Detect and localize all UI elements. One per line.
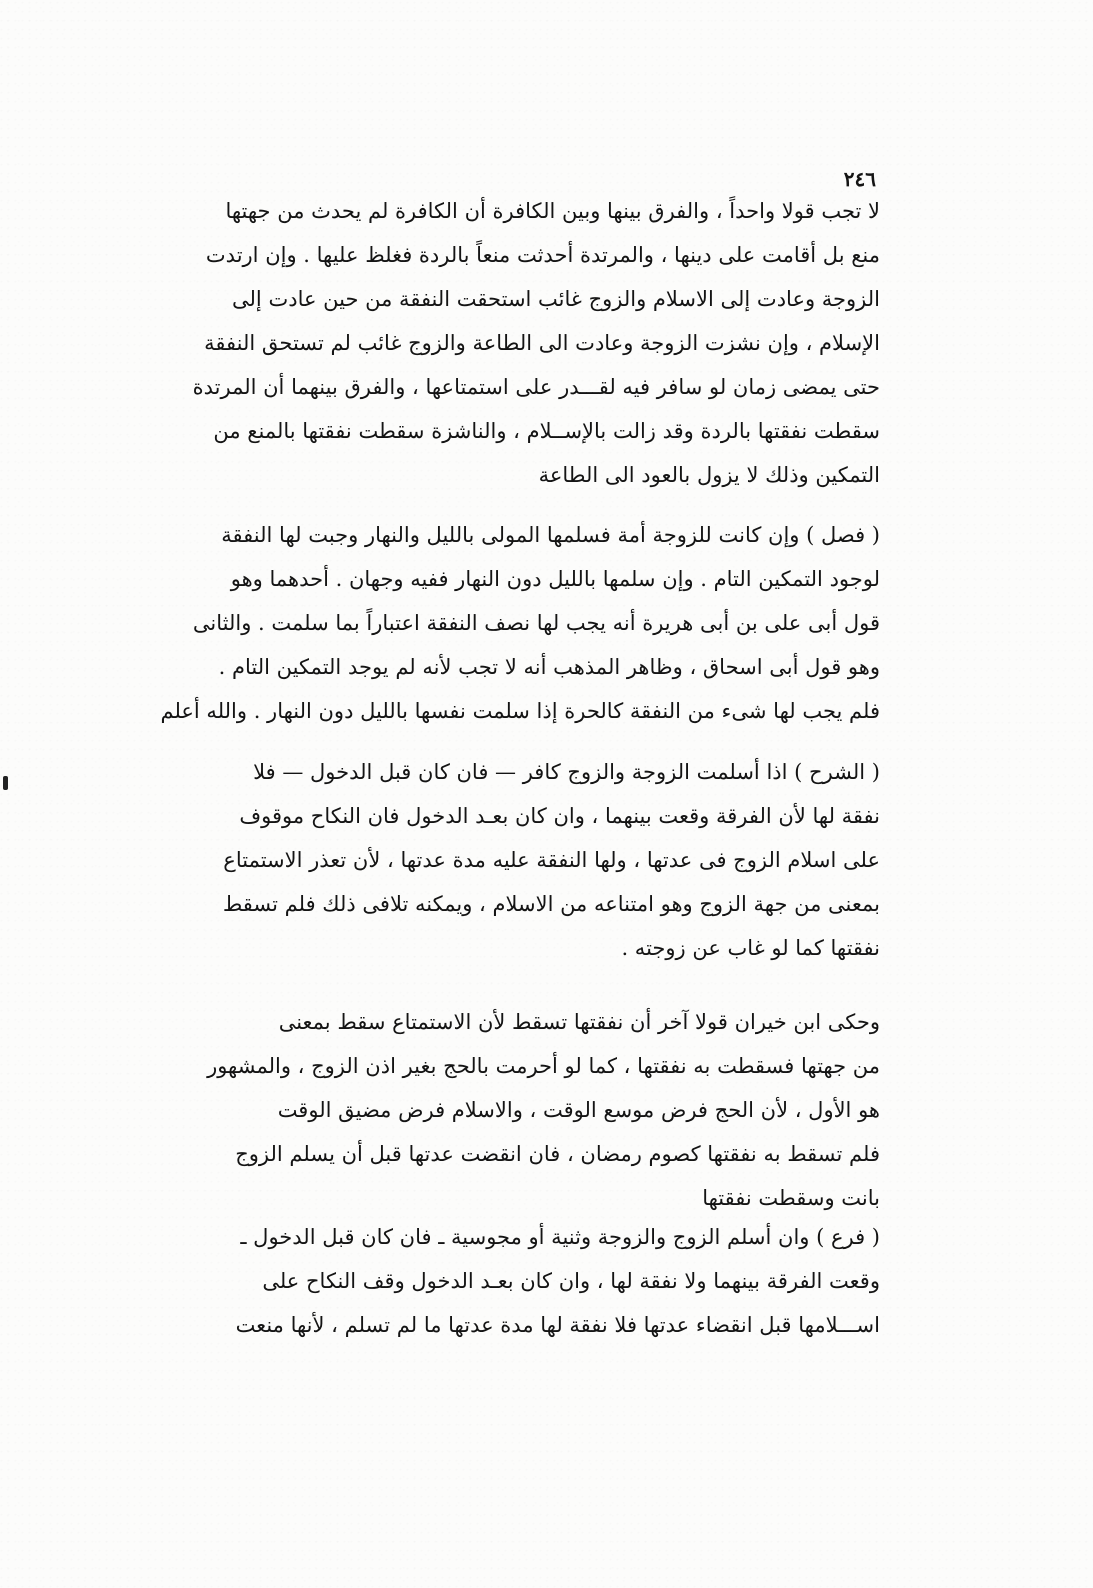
text-line: نفقة لها لأن الفرقة وقعت بينهما ، وان كان بعـد الدخول فان النكاح موقوف: [239, 804, 880, 828]
paragraph-sharh: [150, 750, 880, 970]
text-line: بانت وسقطت نفقتها: [702, 1186, 880, 1210]
text-line: ( الشرح ) اذا أسلمت الزوجة والزوج كافر — فان كان قبل الدخول — فلا: [253, 760, 880, 784]
page-number: ٢٤٦: [843, 167, 876, 191]
text-line: قول أبى على بن أبى هريرة أنه يجب لها نصف النفقة اعتباراً بما سلمت . والثانى: [192, 611, 880, 635]
text-line: ( فصل ) وإن كانت للزوجة أمة فسلمها المولى بالليل والنهار وجبت لها النفقة: [221, 523, 880, 547]
text-line: لوجود التمكين التام . وإن سلمها بالليل دون النهار ففيه وجهان . أحدهما وهو: [230, 567, 880, 591]
paragraph-1: [150, 189, 880, 497]
paragraph-far: [150, 1215, 880, 1347]
text-line: وحكى ابن خيران قولا آخر أن نفقتها تسقط لأن الاستمتاع سقط بمعنى: [278, 1010, 880, 1034]
text-line: سقطت نفقتها بالردة وقد زالت بالإســلام ، والناشزة سقطت نفقتها بالمنع من: [213, 419, 880, 443]
text-line: اســـلامها قبل انقضاء عدتها فلا نفقة لها مدة عدتها ما لم تسلم ، لأنها منعت: [235, 1313, 880, 1337]
text-line: هو الأول ، لأن الحج فرض موسع الوقت ، والاسلام فرض مضيق الوقت: [277, 1098, 880, 1122]
text-line: وقعت الفرقة بينهما ولا نفقة لها ، وان كان بعـد الدخول وقف النكاح على: [262, 1269, 880, 1293]
text-line: بمعنى من جهة الزوج وهو امتناعه من الاسلام ، ويمكنه تلافى ذلك فلم تسقط: [222, 892, 880, 916]
paragraph-fasl: [150, 513, 880, 733]
text-line: منع بل أقامت على دينها ، والمرتدة أحدثت منعاً بالردة فغلظ عليها . وإن ارتدت: [205, 243, 880, 267]
text-line: حتى يمضى زمان لو سافر فيه لقـــدر على استمتاعها ، والفرق بينهما أن المرتدة: [192, 375, 880, 399]
text-line: لا تجب قولا واحداً ، والفرق بينها وبين الكافرة أن الكافرة لم يحدث من جهتها: [225, 199, 880, 223]
text-line: فلم يجب لها شىء من النفقة كالحرة إذا سلمت نفسها بالليل دون النهار . والله أعلم: [160, 699, 880, 723]
text-line: التمكين وذلك لا يزول بالعود الى الطاعة: [538, 463, 880, 487]
text-line: ( فرع ) وان أسلم الزوج والزوجة وثنية أو مجوسية ـ فان كان قبل الدخول ـ: [240, 1225, 880, 1249]
text-line: وهو قول أبى اسحاق ، وظاهر المذهب أنه لا تجب لأنه لم يوجد التمكين التام .: [218, 655, 880, 679]
text-line: من جهتها فسقطت به نفقتها ، كما لو أحرمت بالحج بغير اذن الزوج ، والمشهور: [207, 1054, 880, 1078]
text-line: على اسلام الزوج فى عدتها ، ولها النفقة عليه مدة عدتها ، لأن تعذر الاستمتاع: [223, 848, 880, 872]
text-line: الإسلام ، وإن نشزت الزوجة وعادت الى الطاعة والزوج غائب لم تستحق النفقة: [204, 331, 880, 355]
text-line: الزوجة وعادت إلى الاسلام والزوج غائب استحقت النفقة من حين عادت إلى: [232, 287, 880, 311]
margin-mark: [3, 776, 8, 790]
text-line: فلم تسقط به نفقتها كصوم رمضان ، فان انقضت عدتها قبل أن يسلم الزوج: [235, 1142, 880, 1166]
paragraph-ibn-khayran: [150, 1000, 880, 1220]
text-line: نفقتها كما لو غاب عن زوجته .: [621, 936, 880, 960]
